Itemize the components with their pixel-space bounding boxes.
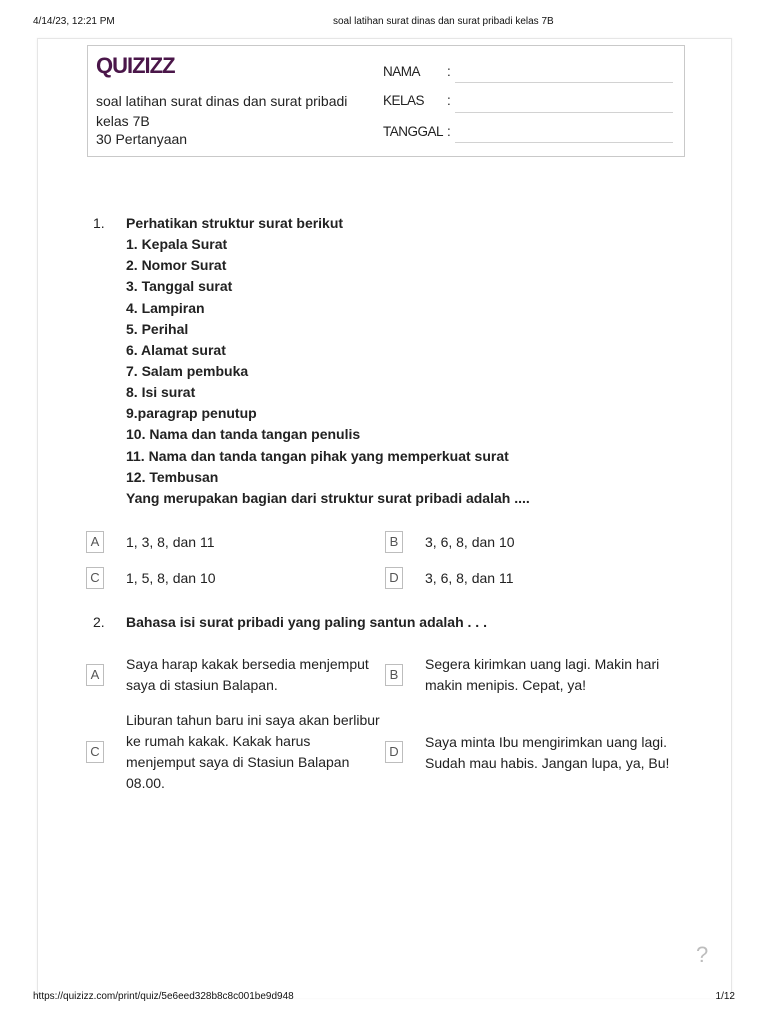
option-letter-badge: C (86, 567, 104, 589)
question-text-line: 8. Isi surat (126, 384, 196, 401)
question-text-line: 4. Lampiran (126, 299, 205, 316)
option-text-line: Sudah mau habis. Jangan lupa, ya, Bu! (425, 754, 670, 771)
question-text-line: 6. Alamat surat (126, 341, 226, 358)
option-letter-badge: A (86, 664, 104, 686)
option-text-line: ke rumah kakak. Kakak harus (126, 732, 311, 749)
option-text-line: 3, 6, 8, dan 10 (425, 534, 515, 550)
option-text (126, 710, 380, 794)
option-letter-badge: C (86, 741, 104, 763)
print-datetime: 4/14/23, 12:21 PM (33, 16, 115, 27)
option-text-line: Segera kirimkan uang lagi. Makin hari (425, 655, 660, 672)
option-letter-badge: D (385, 741, 403, 763)
question-text (126, 612, 487, 633)
option-text-line: makin menipis. Cepat, ya! (425, 676, 587, 693)
question-text-line: 12. Tembusan (126, 468, 219, 485)
print-url: https://quizizz.com/print/quiz/5e6eed328b8c8c001be9d948 (33, 991, 294, 1002)
option-text (425, 654, 659, 696)
quiz-title: soal latihan surat dinas dan surat pribadi kelas 7B (96, 93, 348, 129)
question-text-line: Perhatikan struktur surat berikut (126, 215, 344, 231)
field-separator: : (447, 93, 451, 108)
question-text-line: 1. Kepala Surat (126, 236, 228, 253)
option-text (425, 532, 515, 553)
question-text-line: 7. Salam pembuka (126, 362, 249, 379)
option-text-line: 1, 5, 8, dan 10 (126, 570, 216, 586)
option-text (126, 532, 214, 553)
field-separator: : (447, 124, 451, 139)
question-text-line: Bahasa isi surat pribadi yang paling santun adalah . . . (126, 613, 487, 630)
option-text-line: saya di stasiun Balapan. (126, 676, 278, 693)
field-label-kelas: KELAS (383, 93, 425, 108)
option-text-line: menjemput saya di Stasiun Balapan (126, 753, 350, 770)
question-text-line: 11. Nama dan tanda tangan pihak yang memperkuat surat (126, 447, 509, 464)
field-separator: : (447, 64, 451, 79)
option-text-line: 08.00. (126, 774, 165, 791)
print-page-number: 1/12 (715, 991, 735, 1002)
question-text-line: 3. Tanggal surat (126, 278, 233, 295)
option-text-line: 3, 6, 8, dan 11 (425, 570, 514, 586)
question-text-line: 5. Perihal (126, 320, 189, 337)
option-letter-badge: A (86, 531, 104, 553)
field-blank-line-tanggal (455, 142, 673, 143)
quizizz-logo: QUIZIZZ (96, 53, 175, 78)
option-letter-badge: B (385, 531, 403, 553)
field-label-tanggal: TANGGAL (383, 124, 444, 139)
question-text-line: 9.paragrap penutup (126, 405, 257, 422)
question-text-line: 2. Nomor Surat (126, 257, 227, 274)
option-text-line: 1, 3, 8, dan 11 (126, 534, 215, 550)
question-text-line: 10. Nama dan tanda tangan penulis (126, 426, 361, 443)
question-mark-icon[interactable]: ? (696, 942, 709, 967)
option-text-line: Saya harap kakak bersedia menjemput (126, 655, 369, 672)
question-count: 30 Pertanyaan (96, 131, 188, 147)
worksheet-card (37, 38, 732, 998)
option-text-line: Saya minta Ibu mengirimkan uang lagi. (425, 733, 668, 750)
option-text (425, 732, 669, 774)
option-letter-badge: B (385, 664, 403, 686)
option-text (126, 654, 369, 696)
question-text (126, 213, 530, 509)
question-number: 2. (93, 613, 105, 630)
option-text (126, 568, 216, 589)
option-text-line: Liburan tahun baru ini saya akan berlibur (126, 711, 380, 728)
field-label-nama: NAMA (383, 64, 421, 79)
field-blank-line-kelas (455, 112, 673, 113)
question-number: 1. (93, 215, 105, 231)
question-text-line: Yang merupakan bagian dari struktur surat pribadi adalah .... (126, 489, 530, 506)
option-text (425, 568, 513, 589)
option-letter-badge: D (385, 567, 403, 589)
field-blank-line-nama (455, 82, 673, 83)
print-document-title: soal latihan surat dinas dan surat pribadi kelas 7B (333, 16, 554, 27)
